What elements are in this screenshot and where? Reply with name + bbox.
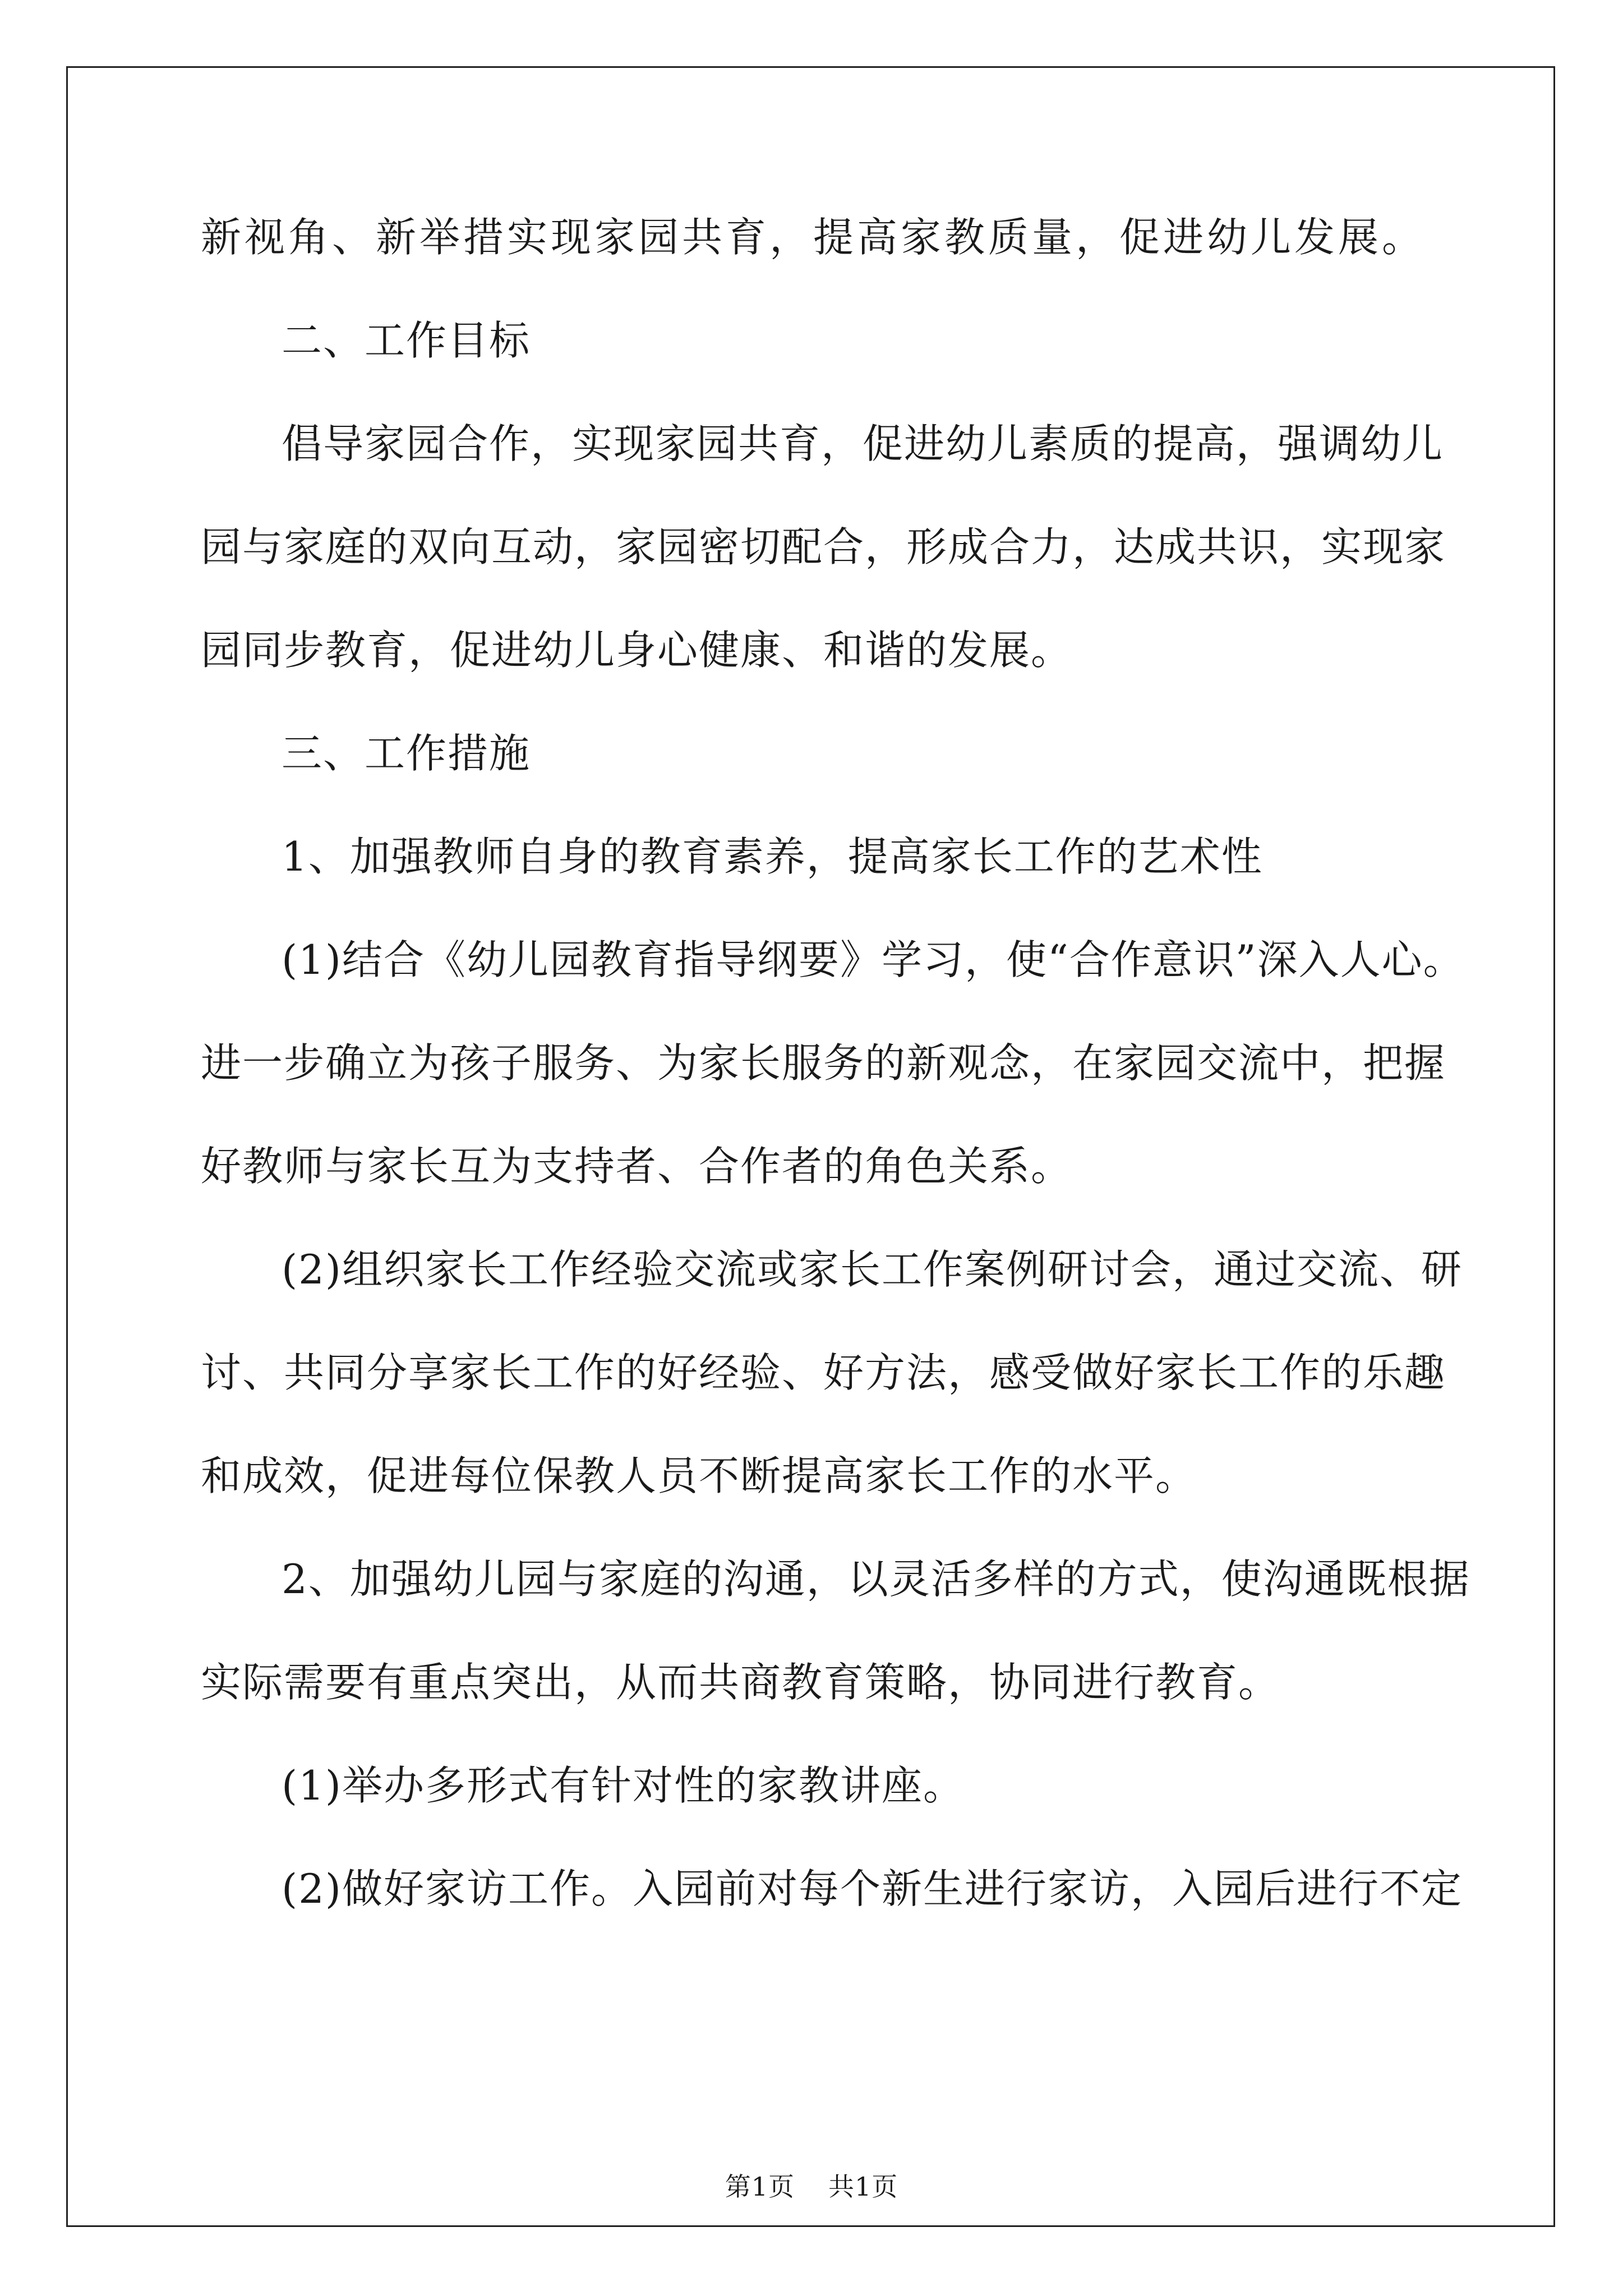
paragraph-line: (1)举办多形式有针对性的家教讲座。 <box>282 1762 965 1809</box>
paragraph-line: 实际需要有重点突出，从而共商教育策略，协同进行教育。 <box>201 1659 1280 1706</box>
paragraph-line: 讨、共同分享家长工作的好经验、好方法，感受做好家长工作的乐趣 <box>201 1349 1446 1396</box>
paragraph-line: (1)结合《幼儿园教育指导纲要》学习，使“合作意识”深入人心。 <box>282 936 1465 983</box>
paragraph-line: 和成效，促进每位保教人员不断提高家长工作的水平。 <box>201 1452 1197 1499</box>
paragraph-line: 新视角、新举措实现家园共育，提高家教质量，促进幼儿发展。 <box>201 214 1423 261</box>
section-heading: 二、工作目标 <box>282 317 531 364</box>
paragraph-line: (2)组织家长工作经验交流或家长工作案例研讨会，通过交流、研 <box>282 1246 1463 1293</box>
page-total: 共1页 <box>828 2171 898 2202</box>
page-number: 第1页 <box>725 2171 795 2202</box>
paragraph-line: 进一步确立为孩子服务、为家长服务的新观念，在家园交流中，把握 <box>201 1039 1446 1087</box>
paragraph-line: 园同步教育，促进幼儿身心健康、和谐的发展。 <box>201 627 1073 674</box>
paragraph-line: 好教师与家长互为支持者、合作者的角色关系。 <box>201 1143 1073 1190</box>
section-heading: 三、工作措施 <box>282 730 531 777</box>
page-footer <box>0 2171 1623 2202</box>
paragraph-line: 2、加强幼儿园与家庭的沟通，以灵活多样的方式，使沟通既根据 <box>282 1556 1470 1603</box>
paragraph-line: 园与家庭的双向互动，家园密切配合，形成合力，达成共识，实现家 <box>201 523 1446 570</box>
paragraph-line: (2)做好家访工作。入园前对每个新生进行家访，入园后进行不定 <box>282 1865 1463 1912</box>
paragraph-line: 倡导家园合作，实现家园共育，促进幼儿素质的提高，强调幼儿 <box>282 420 1444 467</box>
subsection-heading: 1、加强教师自身的教育素养，提高家长工作的艺术性 <box>282 833 1263 880</box>
